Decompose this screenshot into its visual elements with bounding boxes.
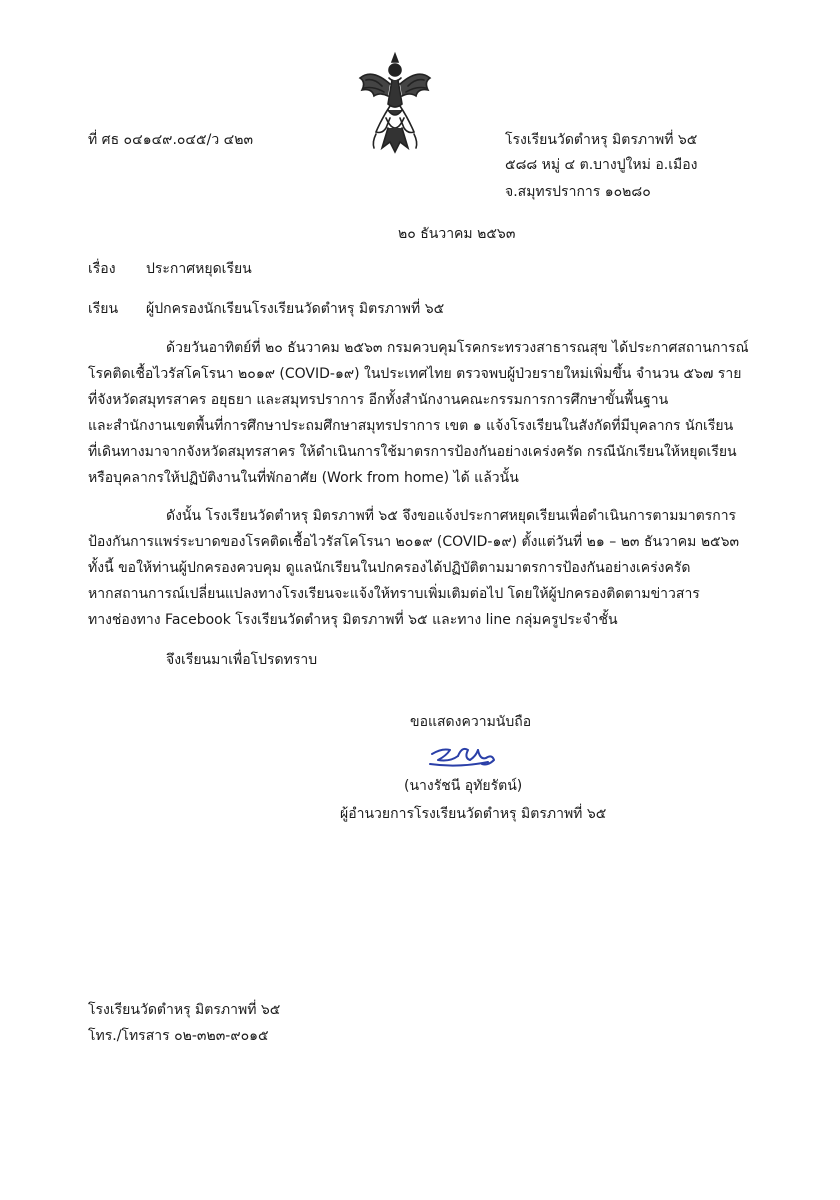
reference-number: ที่ ศธ ๐๔๑๔๙.๐๔๕/ว ๔๒๓ — [88, 132, 254, 148]
signer-title: ผู้อำนวยการโรงเรียนวัดตำหรุ มิตรภาพที่ ๖๕ — [340, 806, 607, 822]
paragraph-line: โรคติดเชื้อไวรัสโคโรนา ๒๐๑๙ (COVID-๑๙) ในประเทศไทย ตรวจพบผู้ป่วยรายใหม่เพิ่มขึ้น จำนวน ๕๖๗ ราย — [88, 366, 742, 382]
body-paragraph-2 — [88, 503, 764, 633]
paragraph-line: ป้องกันการแพร่ระบาดของโรคติดเชื้อไวรัสโคโรนา ๒๐๑๙ (COVID-๑๙) ตั้งแต่วันที่ ๒๑ – ๒๓ ธันวาคม ๒๕๖๓ — [88, 534, 740, 550]
paragraph-line: ที่เดินทางมาจากจังหวัดสมุทรสาคร ให้ดำเนินการใช้มาตรการป้องกันอย่างเคร่งครัด กรณีนักเรียนให้หยุดเรียน — [88, 444, 737, 460]
paragraph-line: ทั้งนี้ ขอให้ท่านผู้ปกครองควบคุม ดูแลนักเรียนในปกครองได้ปฏิบัติตามมาตรการป้องกันอย่างเคร่งครัด — [88, 560, 691, 576]
paragraph-line: ทางช่องทาง Facebook โรงเรียนวัดตำหรุ มิตรภาพที่ ๖๕ และทาง line กลุ่มครูประจำชั้น — [88, 612, 618, 628]
paragraph-line: ด้วยวันอาทิตย์ที่ ๒๐ ธันวาคม ๒๕๖๓ กรมควบคุมโรคกระทรวงสาธารณสุข ได้ประกาศสถานการณ์ — [166, 340, 749, 356]
signature-icon — [428, 738, 500, 772]
paragraph-line: หากสถานการณ์เปลี่ยนแปลงทางโรงเรียนจะแจ้งให้ทราบเพิ่มเติมต่อไป โดยให้ผู้ปกครองติดตามข่าวสาร — [88, 586, 700, 602]
subject-label: เรื่อง — [88, 261, 116, 277]
signer-name: (นางรัชนี อุทัยรัตน์) — [404, 778, 523, 794]
letter-date: ๒๐ ธันวาคม ๒๕๖๓ — [398, 226, 516, 242]
paragraph-line: และสำนักงานเขตพื้นที่การศึกษาประถมศึกษาสมุทรปราการ เขต ๑ แจ้งโรงเรียนในสังกัดที่มีบุคลากร นักเรียน — [88, 418, 734, 434]
sender-address-line-1: โรงเรียนวัดตำหรุ มิตรภาพที่ ๖๕ — [505, 132, 698, 148]
footer-organization: โรงเรียนวัดตำหรุ มิตรภาพที่ ๖๕ — [88, 1002, 281, 1018]
sender-address-line-2: ๕๘๘ หมู่ ๔ ต.บางปูใหม่ อ.เมือง — [505, 157, 698, 173]
closing-sentence: จึงเรียนมาเพื่อโปรดทราบ — [166, 652, 318, 668]
regards-text: ขอแสดงความนับถือ — [410, 714, 532, 730]
subject-text: ประกาศหยุดเรียน — [146, 261, 252, 277]
body-paragraph-1 — [88, 335, 764, 491]
sender-address-line-3: จ.สมุทรปราการ ๑๐๒๘๐ — [505, 184, 651, 200]
paragraph-line: หรือบุคลากรให้ปฏิบัติงานในที่พักอาศัย (Work from home) ได้ แล้วนั้น — [88, 470, 519, 486]
garuda-emblem-icon — [352, 48, 438, 158]
recipient-text: ผู้ปกครองนักเรียนโรงเรียนวัดตำหรุ มิตรภาพที่ ๖๕ — [146, 301, 445, 317]
footer-contact: โทร./โทรสาร ๐๒-๓๒๓-๙๐๑๕ — [88, 1028, 269, 1044]
recipient-label: เรียน — [88, 301, 119, 317]
paragraph-line: ดังนั้น โรงเรียนวัดตำหรุ มิตรภาพที่ ๖๕ จึงขอแจ้งประกาศหยุดเรียนเพื่อดำเนินการตามมาตรการ — [166, 508, 737, 524]
paragraph-line: ที่จังหวัดสมุทรสาคร อยุธยา และสมุทรปราการ อีกทั้งสำนักงานคณะกรรมการการศึกษาขั้นพื้นฐาน — [88, 392, 669, 408]
